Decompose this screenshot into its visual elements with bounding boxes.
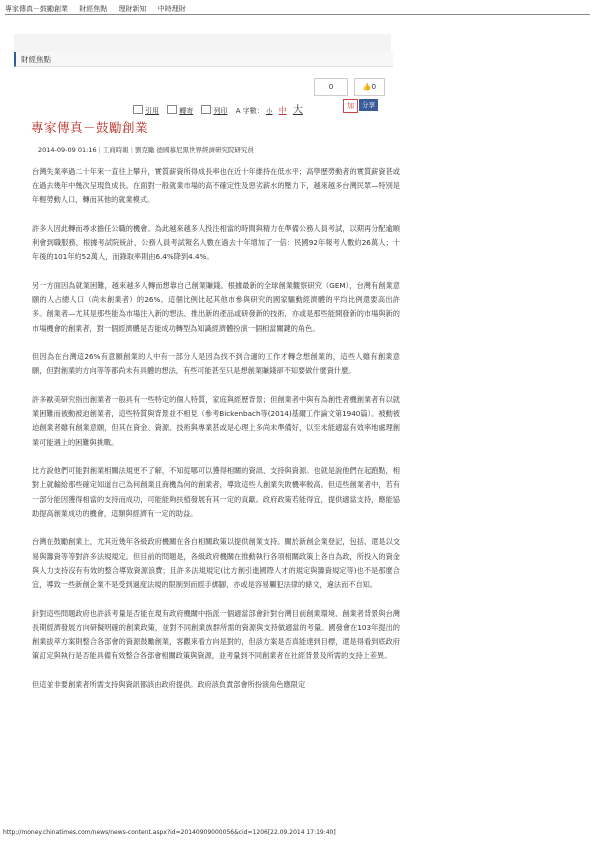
thumbs-up-button[interactable] — [354, 78, 385, 96]
cite-icon — [133, 105, 143, 114]
page-footer-url: http://money.chinatimes.com/news/news-content.aspx?id=20140909000056&cid=1206[22.09.2014 17:19:40] — [3, 829, 336, 836]
article-paragraph: 台灣失業率過二十年來一直往上攀升，實質薪資所得成長率也在近十年維持在低水平；高學歷勞動者的實質薪資甚或在過去幾年中幾次呈現負成長。在面對一般就業市場的高不確定性及惡劣薪水的壓力下，越來越多台灣民眾—特別是年輕勞動人口，轉而其他的就業模式。 — [32, 167, 400, 205]
thumbs-up-icon: 👍 — [362, 83, 372, 91]
top-breadcrumb — [5, 4, 195, 14]
crumb-chinatimes-finance[interactable]: 中時理財 — [157, 5, 186, 13]
section-title: 財經焦點 — [21, 55, 51, 64]
font-small-button[interactable]: 小 — [265, 107, 273, 115]
print-link[interactable]: 列印 — [213, 107, 228, 115]
article-meta: 2014-09-09 01:16 | 工商時報 | 劉克勵 德國慕尼黑世界經濟研究院研究員 — [38, 146, 255, 154]
article-title: 專家傳真－鼓勵創業 — [31, 120, 149, 135]
share-button[interactable] — [359, 99, 378, 111]
article-paragraph: 許多人因此轉而尋求擔任公職的機會。為此越來越多人投注相當的時間與精力在準備公務人員考試，以期再分配逾順利會到職服務，根據考試院統計，公務人員考試報名人數在過去十年增加了一倍：民國92年報考人數約26萬人；十年後的101年約52萬人，而錄取率則由6.4%降到4.4%。 — [32, 224, 400, 262]
crumb-article[interactable]: 專家傳真－鼓勵創業 — [5, 5, 68, 13]
thumbs-up-count: 0 — [371, 83, 377, 91]
article-paragraph: 針對這些問題政府也許該考量是否能在現有政府機關中指派一個適當部會針對台灣目前創業環境、創業者背景與台灣長期經濟發展方向研擬明確的創業政策，並對不同創業族群所需的資源與支持做適當的考量。國發會在103年提出的創業拔萃方案則整合各部會的資源鼓勵創業，客觀來看方向是對的，但該方案是否真能達到目標，還是得看到底政府策訂定與執行是否能具備有效整合各部會相關政策與資源，並考量到不同創業者在社經背景及所需的支持上差異。 — [32, 608, 400, 661]
crumb-finance-news[interactable]: 理財新知 — [118, 5, 147, 13]
article-paragraph: 但因為在台灣這26%有意願創業的人中有一部分人是因為找不到合適的工作才轉念想創業的，這些人雖有創業意願，但對創業的方向等等都尚未有具體的想法，有些可能甚至只是想創業賺錢卻不知要做什麼資什麼。 — [32, 352, 400, 376]
share-label: 分享 — [362, 101, 375, 109]
font-large-button[interactable]: 大 — [292, 105, 303, 116]
cite-link[interactable]: 引用 — [145, 107, 159, 115]
article-toolbar — [133, 101, 307, 116]
add-button[interactable] — [343, 99, 358, 113]
forward-link[interactable]: 轉寄 — [179, 107, 194, 115]
vote-counter[interactable]: 0 — [314, 78, 348, 96]
article-paragraph: 但這並非要創業者所需支持與資訊都該由政府提供。政府該負責部會所扮演角色應限定 — [32, 679, 306, 689]
article-paragraph: 台灣在鼓勵創業上，尤其近幾年各級政府機關在各自相關政策以提供創業支持。關於新創企業登記，包括、還是以交易與籌資等等對許多法規規定。但目前的問題是，各級政府機關在推動執行各項相關政策上各自為政，所投入的資金與人力支持沒有有效的整合導致資源浪費；且許多法規規定(比方創引進國際人才的規定與籌資規定等)也不是那麼合宜，導致一些新創企業不是受到過度法規的限制到而經手綁腳，亦或是容易觸犯法律的條文，違法而不自知。 — [32, 537, 400, 590]
top-divider — [5, 14, 590, 15]
section-header — [14, 52, 393, 67]
article-source: 工商時報 — [102, 146, 129, 154]
font-medium-button[interactable]: 中 — [278, 106, 287, 115]
print-icon — [201, 105, 211, 114]
article-date: 2014-09-09 01:16 — [38, 146, 97, 154]
article-paragraph: 許多歐美研究指出創業者一般具有一些特定的個人特質，家庭與經歷背景；但創業者中與有為創性者機創業者有以就業困難而被動被迫創業者，這些特質與背景並不相見（參考Bickenbach等(2014)基爾工作論文第1940篇）。被動被迫創業者雖有創業意願，但其在資金、資源、技術與專業甚或是心理上多尚未準備好，以至未能適當有效率地處理創業可能遇上的困難與挑戰。 — [32, 395, 400, 447]
forward-icon — [167, 105, 177, 114]
crumb-finance-focus[interactable]: 財經焦點 — [79, 5, 108, 13]
article-paragraph: 另一方面因為就業困難，越來越多人轉而想靠自己創業賺錢。根據最新的全球創業觀察研究（GEM），台灣有創業意願的人占總人口（尚未創業者）的26%。這個比例比起其他市參與研究的國家驅動經濟體的平均比例還要高出許多。創業者—尤其是那些能為市場注入新的想法、推出新的產品或研發新的技術，亦或是那些能開發新的市場與新的市場機會的創業者，對一個經濟體是否能成功轉型為知識經濟體扮演一個相當關鍵的角色。 — [32, 281, 400, 333]
article-body — [32, 165, 400, 706]
article-paragraph: 比方說他們可能對創業相關法規更不了解，不知從哪可以獲得相關的資訊、支持與資源。也就是說他們在起跑點，相對上就輸給那些確定知道自己為何創業且商機為何的創業者，導致這些人創業失敗機率較高。但這些創業者中，若有一部分能因獲得相當的支持而成功，可能能夠扶植發展有其一定的貢獻。政府政策若能得宜，提供適當支持，應能協助提高創業成功的機會，這類與經濟有一定的助益。 — [32, 466, 400, 518]
font-size-label: A 字數： — [235, 107, 264, 115]
article-author: 劉克勵 德國慕尼黑世界經濟研究院研究員 — [134, 146, 255, 154]
plus-label: 加 — [347, 102, 354, 110]
